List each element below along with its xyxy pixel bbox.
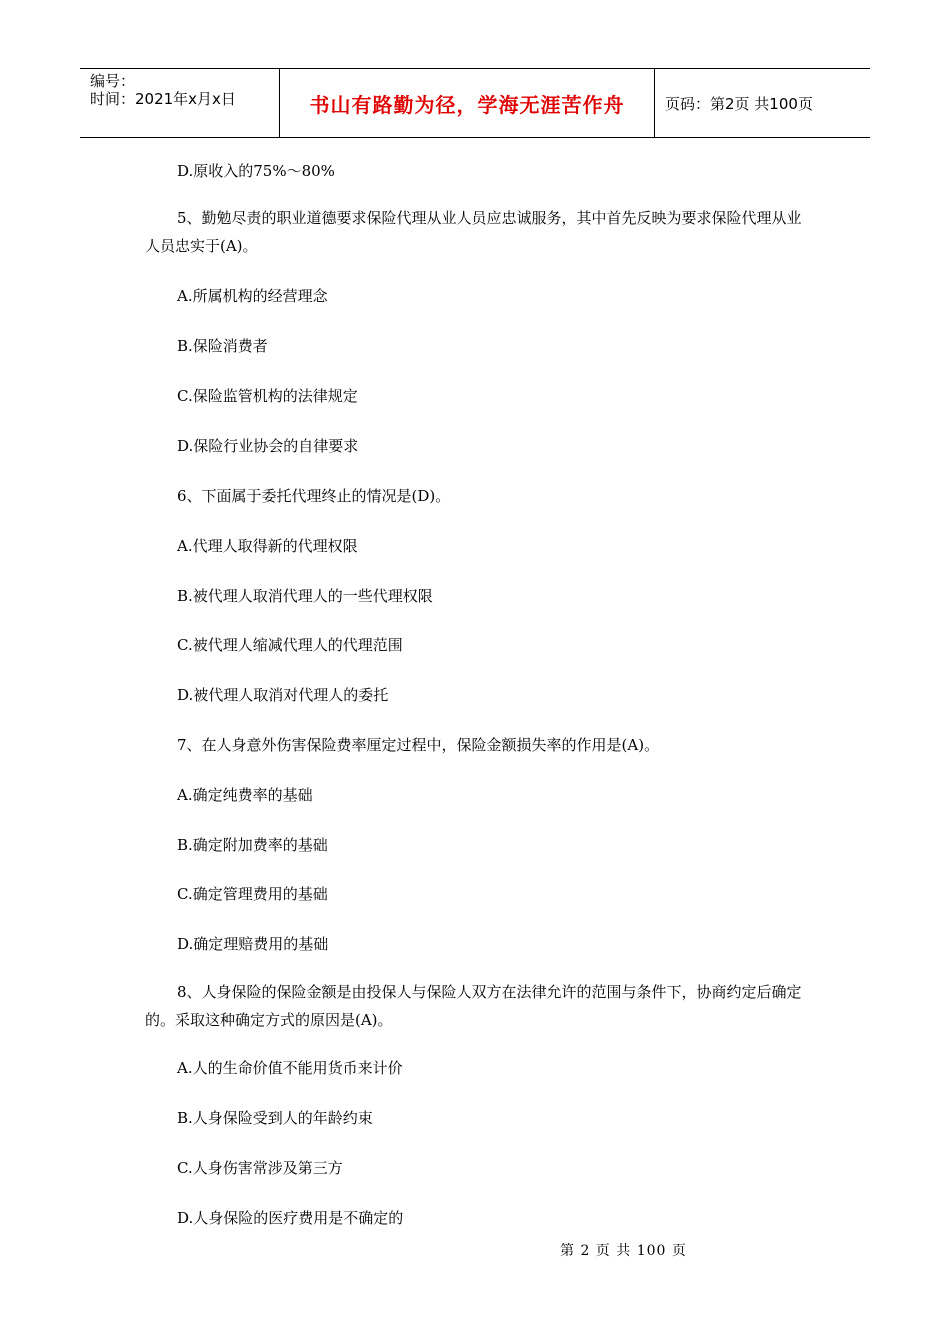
option-a-q5: A.所属机构的经营理念 [177, 287, 328, 305]
option-a-q7: A.确定纯费率的基础 [177, 786, 313, 804]
question-8: 8、人身保险的保险金额是由投保人与保险人双方在法律允许的范围与条件下，协商约定后确定的。采取这种确定方式的原因是(A)。 [145, 983, 802, 1029]
header-meta [80, 69, 280, 137]
option-b-q8: B.人身保险受到人的年龄约束 [177, 1109, 373, 1127]
page-footer: 第 2 页 共 100 页 [560, 1243, 687, 1259]
number-label: 编号： [90, 72, 136, 90]
question-6: 6、下面属于委托代理终止的情况是(D)。 [177, 487, 451, 505]
question-7: 7、在人身意外伤害保险费率厘定过程中，保险金额损失率的作用是(A)。 [177, 736, 660, 754]
option-d-q8: D.人身保险的医疗费用是不确定的 [177, 1209, 404, 1227]
option-c-q5: C.保险监管机构的法律规定 [177, 387, 358, 405]
option-b-q7: B.确定附加费率的基础 [177, 836, 328, 854]
option-d-q5: D.保险行业协会的自律要求 [177, 437, 359, 455]
option-d-q6: D.被代理人取消对代理人的委托 [177, 686, 389, 704]
option-a-q6: A.代理人取得新的代理权限 [177, 537, 358, 555]
option-c-q6: C.被代理人缩减代理人的代理范围 [177, 636, 403, 654]
option-b-q5: B.保险消费者 [177, 337, 268, 355]
option-b-q6: B.被代理人取消代理人的一些代理权限 [177, 587, 433, 605]
option-d-q4: D.原收入的75%～80% [177, 162, 335, 180]
option-d-q7: D.确定理赔费用的基础 [177, 935, 329, 953]
option-c-q7: C.确定管理费用的基础 [177, 885, 328, 903]
header-page-info: 页码：第2页 共100页 [665, 94, 813, 113]
question-5: 5、勤勉尽责的职业道德要求保险代理从业人员应忠诚服务，其中首先反映为要求保险代理从业人员忠实于(A)。 [145, 209, 802, 255]
header-motto: 书山有路勤为径，学海无涯苦作舟 [280, 69, 655, 137]
option-a-q8: A.人的生命价值不能用货币来计价 [177, 1059, 403, 1077]
option-c-q8: C.人身伤害常涉及第三方 [177, 1159, 343, 1177]
page-header [80, 68, 870, 138]
time-label: 时间：2021年x月x日 [90, 90, 236, 108]
